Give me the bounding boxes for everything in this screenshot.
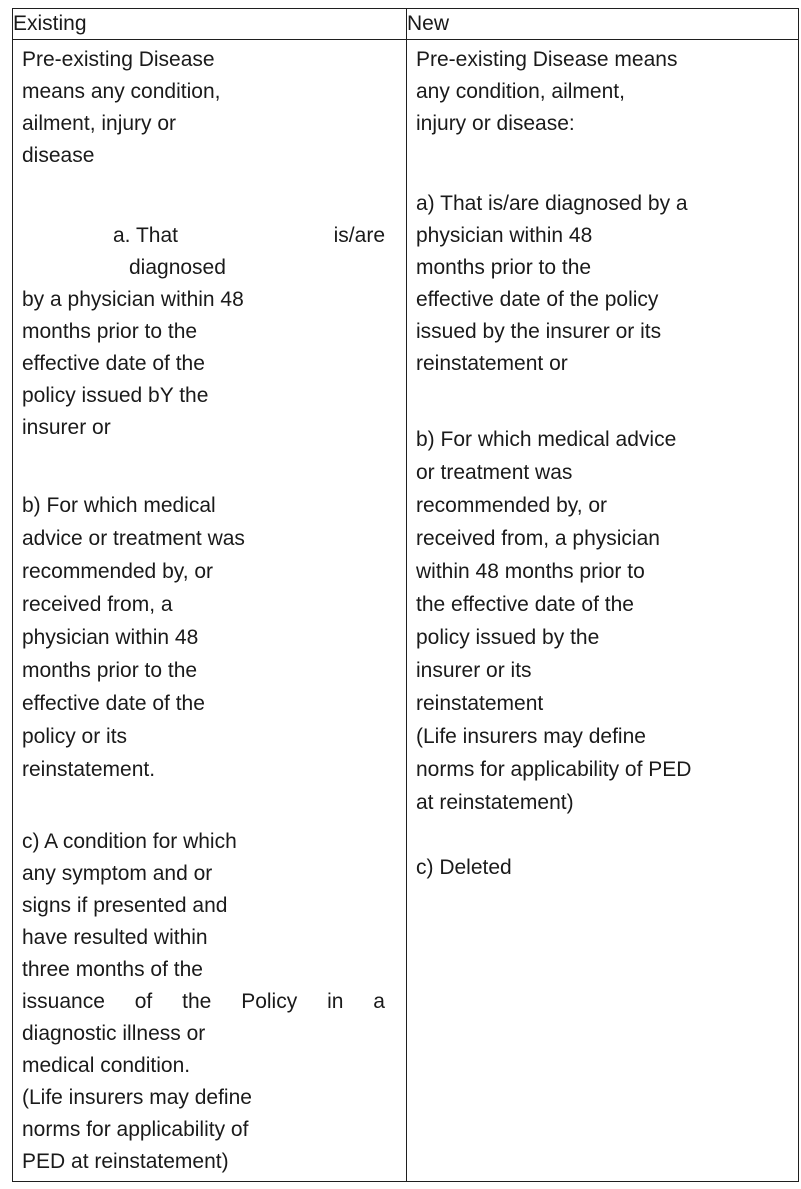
existing-clause-b-line: recommended by, or bbox=[22, 560, 214, 583]
existing-clause-c-line: medical condition. bbox=[22, 1054, 191, 1077]
new-clause-b-line: received from, a physician bbox=[416, 527, 660, 550]
word: of bbox=[134, 990, 153, 1013]
new-intro-line: Pre-existing Disease means bbox=[416, 48, 678, 71]
existing-clause-c-line: have resulted within bbox=[22, 926, 208, 949]
existing-clause-b-line: months prior to the bbox=[22, 659, 198, 682]
existing-clause-c-line: diagnostic illness or bbox=[22, 1022, 206, 1045]
existing-cell bbox=[13, 40, 407, 1182]
new-clause-a-line: issued by the insurer or its bbox=[416, 320, 662, 343]
new-clause-b-line: within 48 months prior to bbox=[416, 560, 645, 583]
word: issuance bbox=[22, 990, 105, 1013]
new-clause-b-line: at reinstatement) bbox=[416, 791, 574, 814]
header-new: New bbox=[407, 9, 799, 40]
existing-clause-a-line: insurer or bbox=[22, 416, 111, 439]
new-cell bbox=[407, 40, 799, 1182]
new-intro-line: injury or disease: bbox=[416, 112, 575, 135]
new-clause-a-line: months prior to the bbox=[416, 256, 592, 279]
existing-clause-a-line: diagnosed bbox=[129, 256, 226, 279]
header-existing: Existing bbox=[13, 9, 407, 40]
comparison-table bbox=[12, 8, 799, 1182]
existing-clause-c-line: norms for applicability of bbox=[22, 1118, 249, 1141]
comparison-document bbox=[12, 8, 798, 1182]
new-clause-a-line: a) That is/are diagnosed by a bbox=[416, 192, 688, 215]
existing-clause-c-justified-line bbox=[22, 986, 385, 1018]
word: in bbox=[327, 990, 344, 1013]
new-clause-a-line: physician within 48 bbox=[416, 224, 593, 247]
header-row bbox=[13, 9, 799, 40]
existing-clause-c-line: (Life insurers may define bbox=[22, 1086, 252, 1109]
new-clause-b-line: b) For which medical advice bbox=[416, 428, 677, 451]
word: a bbox=[373, 990, 385, 1013]
existing-clause-c-line: three months of the bbox=[22, 958, 203, 981]
existing-clause-a-right: is/are bbox=[333, 224, 385, 247]
existing-clause-b-line: b) For which medical bbox=[22, 494, 216, 517]
existing-clause-a-left: a. That bbox=[113, 224, 178, 247]
existing-clause-a-line: policy issued bY the bbox=[22, 384, 209, 407]
existing-clause-a-line: months prior to the bbox=[22, 320, 198, 343]
existing-clause-b-line: reinstatement. bbox=[22, 758, 156, 781]
existing-clause-b-line: physician within 48 bbox=[22, 626, 199, 649]
existing-intro-line: means any condition, bbox=[22, 80, 221, 103]
new-intro-line: any condition, ailment, bbox=[416, 80, 625, 103]
new-clause-b-line: (Life insurers may define bbox=[416, 725, 646, 748]
existing-clause-c-line: PED at reinstatement) bbox=[22, 1150, 229, 1173]
existing-intro-line: disease bbox=[22, 144, 95, 167]
existing-clause-c-line: c) A condition for which bbox=[22, 830, 237, 853]
new-clause-b-line: the effective date of the bbox=[416, 593, 634, 616]
word: the bbox=[182, 990, 212, 1013]
existing-clause-a-line: effective date of the bbox=[22, 352, 205, 375]
new-clause-b-line: policy issued by the bbox=[416, 626, 600, 649]
new-clause-a-line: effective date of the policy bbox=[416, 288, 659, 311]
existing-clause-b-line: policy or its bbox=[22, 725, 128, 748]
content-row bbox=[13, 40, 799, 1182]
existing-clause-a-line: by a physician within 48 bbox=[22, 288, 244, 311]
new-clause-b-line: norms for applicability of PED bbox=[416, 758, 692, 781]
existing-clause-c-line: signs if presented and bbox=[22, 894, 228, 917]
new-clause-a-line: reinstatement or bbox=[416, 352, 568, 375]
new-clause-c-line: c) Deleted bbox=[416, 856, 512, 879]
new-text bbox=[407, 40, 798, 1181]
word: Policy bbox=[241, 990, 298, 1013]
existing-clause-b-line: advice or treatment was bbox=[22, 527, 245, 550]
existing-intro-line: ailment, injury or bbox=[22, 112, 177, 135]
existing-clause-b-line: received from, a bbox=[22, 593, 173, 616]
new-clause-b-line: recommended by, or bbox=[416, 494, 608, 517]
existing-clause-b-line: effective date of the bbox=[22, 692, 205, 715]
new-clause-b-line: reinstatement bbox=[416, 692, 544, 715]
new-clause-b-line: insurer or its bbox=[416, 659, 532, 682]
existing-clause-c-line: any symptom and or bbox=[22, 862, 213, 885]
new-clause-b-line: or treatment was bbox=[416, 461, 573, 484]
existing-intro-line: Pre-existing Disease bbox=[22, 48, 215, 71]
existing-text bbox=[13, 40, 406, 1181]
